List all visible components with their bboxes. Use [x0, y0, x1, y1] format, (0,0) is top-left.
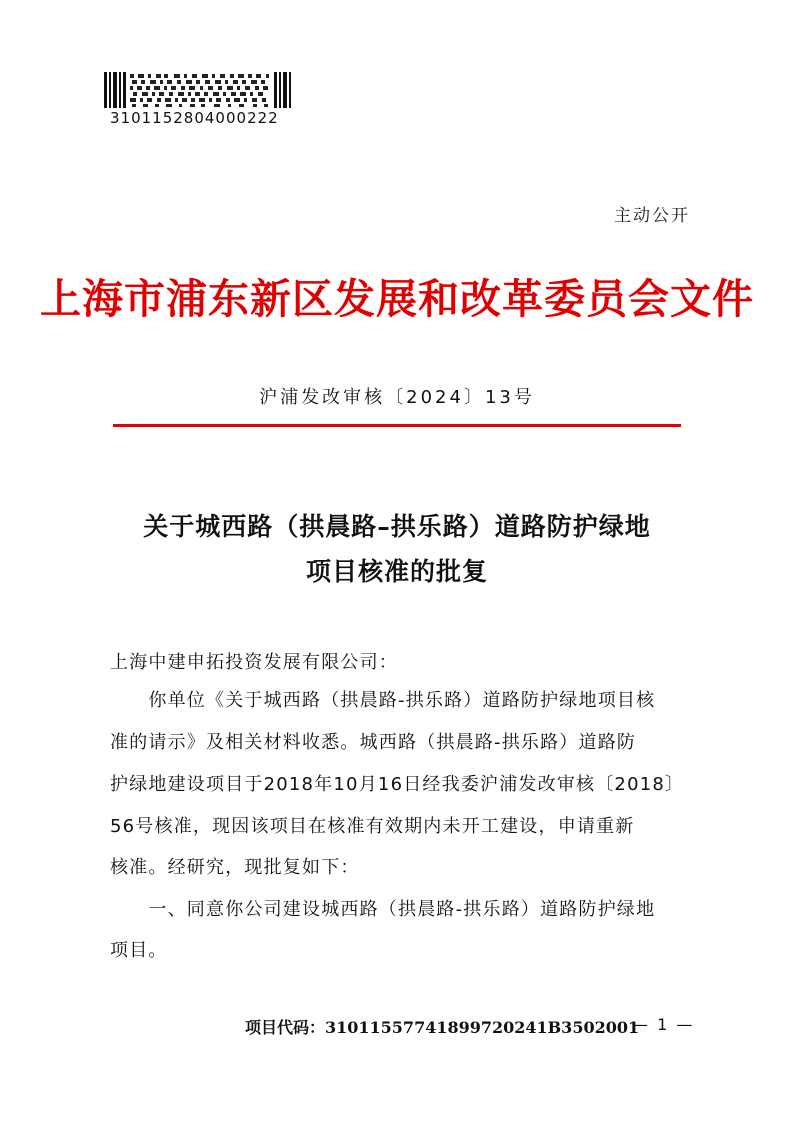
document-number: 沪浦发改审核〔2024〕13号 [259, 387, 535, 408]
document-barcode [104, 72, 294, 108]
body-line: 核准。经研究，现批复如下： [110, 857, 360, 878]
body-line: 准的请示》及相关材料收悉。城西路（拱晨路-拱乐路）道路防 [110, 732, 637, 753]
barcode-number: 3101152804000222 [110, 109, 279, 127]
document-title-line-2: 项目核准的批复 [305, 557, 488, 586]
salutation: 上海中建申拓投资发展有限公司： [110, 652, 398, 673]
body-line: 护绿地建设项目于2018年10月16日经我委沪浦发改审核〔2018〕 [110, 774, 685, 795]
body-line: 你单位《关于城西路（拱晨路-拱乐路）道路防护绿地项目核 [110, 690, 656, 711]
body-line: 项目。 [110, 940, 168, 961]
body-line: 一、同意你公司建设城西路（拱晨路-拱乐路）道路防护绿地 [110, 899, 656, 920]
red-divider [113, 424, 681, 427]
page-number: — 1 — [632, 1015, 695, 1034]
document-title-line-1: 关于城西路（拱晨路–拱乐路）道路防护绿地 [143, 512, 651, 541]
issuer-heading: 上海市浦东新区发展和改革委员会文件 [40, 275, 754, 323]
disclosure-label: 主动公开 [614, 206, 690, 226]
body-line: 56号核准，现因该项目在核准有效期内未开工建设，申请重新 [110, 816, 635, 837]
project-code: 项目代码：31011557741899720241B3502001 [245, 1018, 640, 1037]
